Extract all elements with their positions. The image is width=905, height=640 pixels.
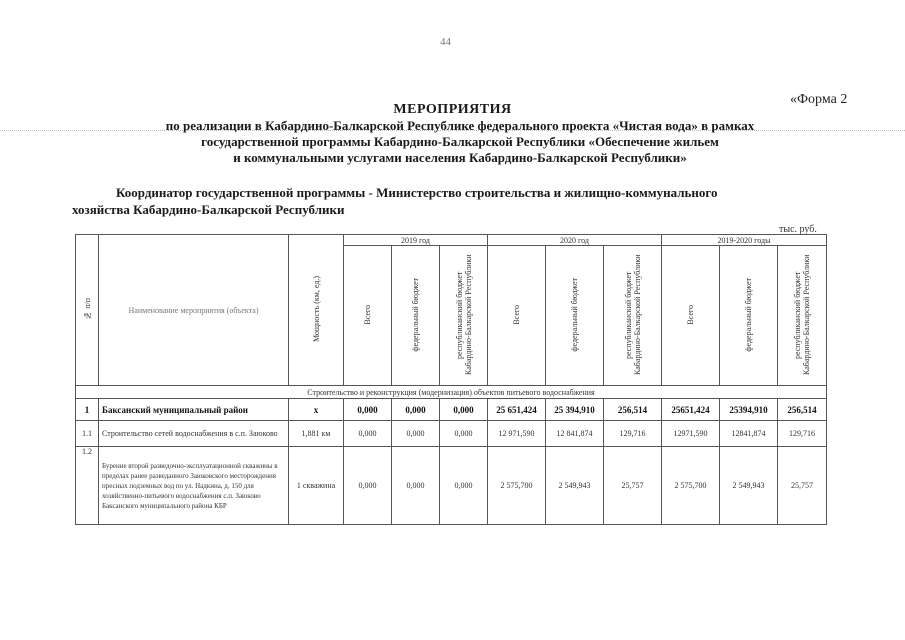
header-republic: республиканский бюджет Кабардино-Балкарской Республики — [604, 246, 662, 386]
row-value: 2 575,700 — [488, 447, 546, 525]
header-num: № п/п — [76, 235, 99, 386]
row-value: 0,000 — [344, 399, 392, 421]
row-capacity: 1,881 км — [289, 421, 344, 447]
row-value: 0,000 — [344, 421, 392, 447]
measures-table — [75, 234, 827, 525]
units-label: тыс. руб. — [779, 224, 817, 235]
row-capacity: 1 скважина — [289, 447, 344, 525]
row-value: 12971,590 — [662, 421, 720, 447]
row-value: 25 394,910 — [546, 399, 604, 421]
header-total: Всего — [344, 246, 392, 386]
header-total: Всего — [662, 246, 720, 386]
subtitle-line: и коммунальными услугами населения Кабардино-Балкарской Республики» — [233, 150, 687, 165]
table-row — [76, 399, 827, 421]
row-value: 0,000 — [440, 399, 488, 421]
header-year-2020: 2020 год — [488, 235, 662, 246]
subtitle-line: по реализации в Кабардино-Балкарской Республике федерального проекта «Чистая вода» в рамках — [165, 118, 755, 133]
row-num: 1 — [76, 399, 99, 421]
row-value: 25,757 — [778, 447, 827, 525]
row-value: 2 549,943 — [720, 447, 778, 525]
row-value: 129,716 — [604, 421, 662, 447]
row-name: Баксанский муниципальный район — [99, 399, 289, 421]
page-number: 44 — [440, 36, 451, 48]
header-republic: республиканский бюджет Кабардино-Балкарской Республики — [778, 246, 827, 386]
row-value: 25651,424 — [662, 399, 720, 421]
row-value: 2 549,943 — [546, 447, 604, 525]
header-name: Наименование мероприятия (объекта) — [99, 235, 289, 386]
row-value: 25394,910 — [720, 399, 778, 421]
row-value: 0,000 — [392, 421, 440, 447]
row-capacity: x — [289, 399, 344, 421]
row-value: 256,514 — [604, 399, 662, 421]
coordinator-text — [72, 184, 848, 218]
row-value: 12 971,590 — [488, 421, 546, 447]
header-federal: федеральный бюджет — [720, 246, 778, 386]
row-value: 12841,874 — [720, 421, 778, 447]
row-value: 129,716 — [778, 421, 827, 447]
header-year-2019: 2019 год — [344, 235, 488, 246]
document-title: МЕРОПРИЯТИЯ — [393, 102, 512, 117]
row-value: 0,000 — [440, 447, 488, 525]
row-value: 25,757 — [604, 447, 662, 525]
coordinator-line: хозяйства Кабардино-Балкарской Республики — [72, 202, 345, 217]
document-subtitle — [80, 118, 840, 166]
table-row — [76, 421, 827, 447]
row-value: 12 841,874 — [546, 421, 604, 447]
row-name: Строительство сетей водоснабжения в с.п. Заюково — [99, 421, 289, 447]
form-label: «Форма 2 — [790, 92, 848, 107]
header-year-2019-2020: 2019-2020 годы — [662, 235, 827, 246]
row-value: 0,000 — [344, 447, 392, 525]
row-num: 1.1 — [76, 421, 99, 447]
header-federal: федеральный бюджет — [392, 246, 440, 386]
row-num: 1.2 — [76, 447, 99, 525]
section-title: Строительство и реконструкция (модернизация) объектов питьевого водоснабжения — [76, 386, 827, 399]
header-republic: республиканский бюджет Кабардино-Балкарской Республики — [440, 246, 488, 386]
coordinator-line: Координатор государственной программы - Министерство строительства и жилищно-коммунального — [116, 185, 718, 200]
row-value: 0,000 — [392, 447, 440, 525]
row-value: 0,000 — [440, 421, 488, 447]
row-value: 25 651,424 — [488, 399, 546, 421]
row-name: Бурение второй разведочно-эксплуатационной скважины в пределах ранее разведанного Заюковского месторождения пресных подземных вод по ул. Надкина, д. 150 для хозяйственно-питьевого водоснабжения с.п. Заюково Баксанского муниципального района КБР — [99, 447, 289, 525]
header-capacity: Мощность (км, ед.) — [289, 235, 344, 386]
subtitle-line: государственной программы Кабардино-Балкарской Республики «Обеспечение жильем — [201, 134, 719, 149]
row-value: 256,514 — [778, 399, 827, 421]
section-row — [76, 386, 827, 399]
header-total: Всего — [488, 246, 546, 386]
row-value: 0,000 — [392, 399, 440, 421]
header-row-years — [76, 235, 827, 246]
header-federal: федеральный бюджет — [546, 246, 604, 386]
table-row — [76, 447, 827, 525]
row-value: 2 575,700 — [662, 447, 720, 525]
